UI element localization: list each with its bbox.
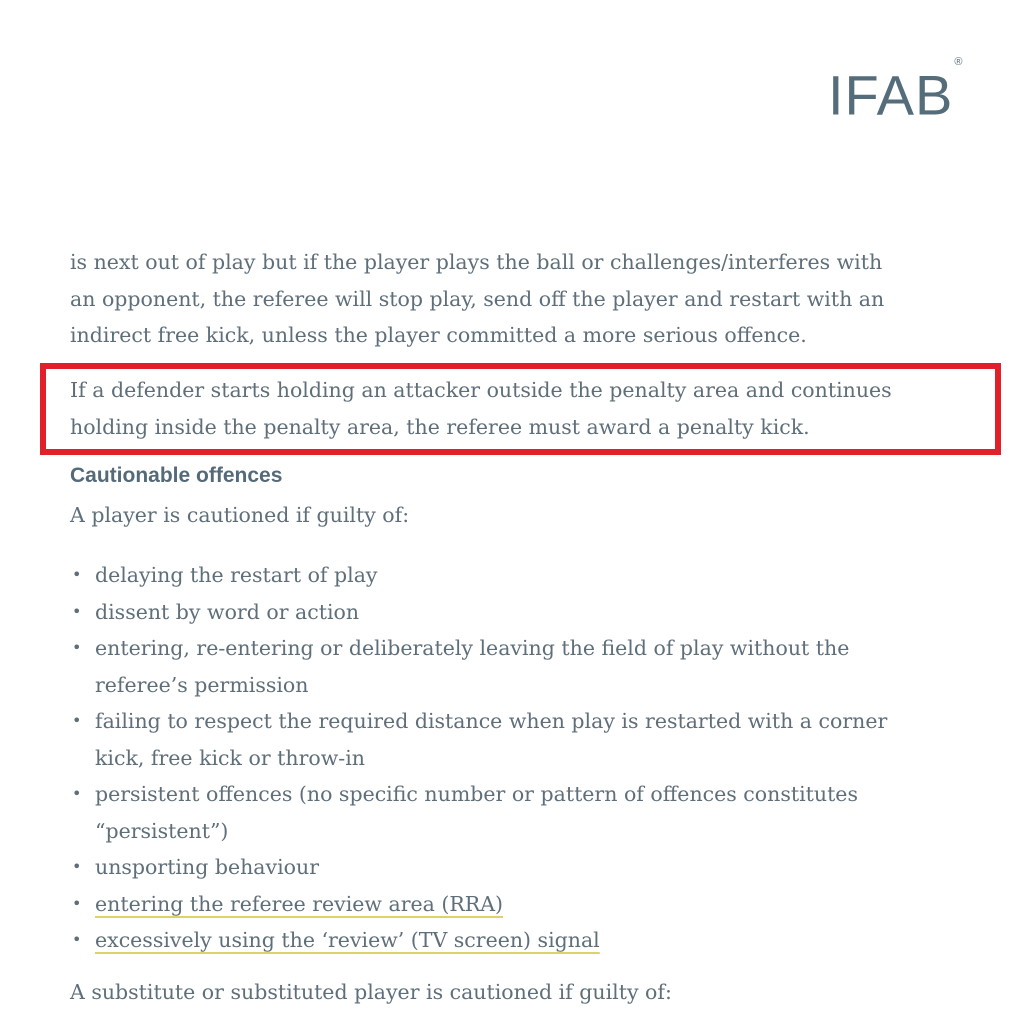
list-item-text-underlined: entering the referee review area (RRA) — [95, 891, 504, 916]
bullet-icon: • — [72, 711, 82, 730]
list-item-text: “persistent”) — [95, 818, 229, 843]
list-item — [70, 886, 970, 923]
list-item-text: entering, re-entering or deliberately leaving the field of play without the — [95, 636, 850, 660]
list-item — [70, 776, 970, 849]
paragraph-line: indirect free kick, unless the player committed a more serious offence. — [70, 323, 807, 347]
list-item-text: unsporting behaviour — [95, 855, 319, 879]
bullet-icon: • — [72, 638, 82, 657]
bullet-icon: • — [72, 930, 82, 949]
list-item — [70, 594, 970, 631]
list-item-text: kick, free kick or throw-in — [95, 745, 365, 770]
bullet-icon: • — [72, 565, 82, 584]
section-heading: Cautionable offences — [70, 464, 283, 487]
section-intro: A player is cautioned if guilty of: — [70, 503, 410, 527]
bullet-icon: • — [72, 601, 82, 621]
list-item — [70, 849, 970, 886]
paragraph-line: If a defender starts holding an attacker outside the penalty area and continues — [70, 378, 892, 402]
bullet-icon: • — [72, 857, 82, 876]
bullet-icon: • — [72, 784, 82, 803]
paragraph-line: is next out of play but if the player plays the ball or challenges/interferes with — [70, 250, 883, 274]
highlighted-paragraph — [70, 372, 970, 445]
list-item-text: persistent offences (no specific number or pattern of offences constitutes — [95, 782, 858, 806]
list-item-text-underlined: excessively using the ‘review’ (TV screen) signal — [95, 928, 600, 952]
ifab-logo: IFAB® — [828, 56, 964, 127]
list-item — [70, 630, 970, 703]
registered-mark: ® — [954, 56, 964, 68]
list-item-text: delaying the restart of play — [95, 563, 378, 587]
list-item — [70, 703, 970, 776]
paragraph-continuation — [70, 244, 970, 354]
list-item-text: failing to respect the required distance when play is restarted with a corner — [95, 709, 888, 733]
list-item — [70, 557, 970, 594]
offences-list — [70, 557, 970, 959]
paragraph-line: holding inside the penalty area, the referee must award a penalty kick. — [70, 414, 810, 439]
paragraph-line: an opponent, the referee will stop play, send off the player and restart with an — [70, 286, 885, 311]
list-item-text: dissent by word or action — [95, 599, 360, 624]
list-item — [70, 922, 970, 959]
bullet-icon: • — [72, 893, 82, 913]
substitute-intro: A substitute or substituted player is cautioned if guilty of: — [70, 980, 672, 1004]
list-item-text: referee’s permission — [95, 672, 309, 697]
